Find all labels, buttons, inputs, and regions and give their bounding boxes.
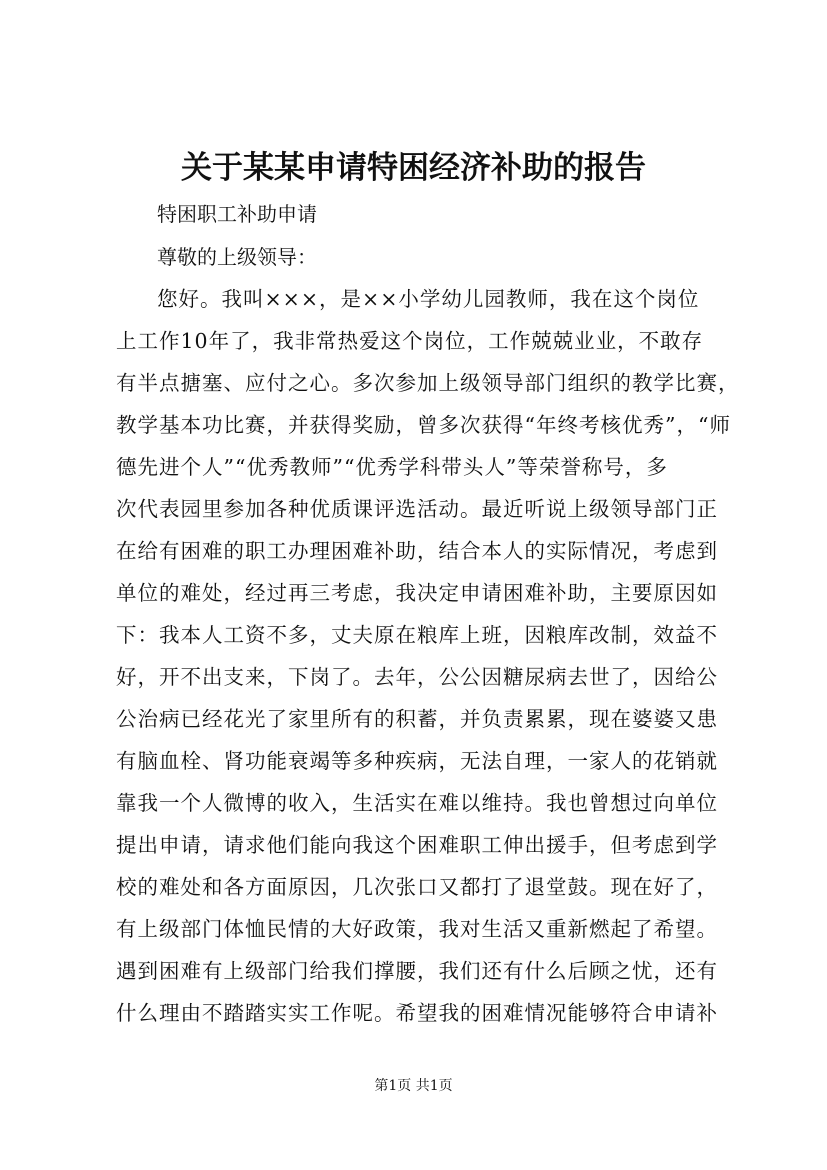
body-line: 下：我本人工资不多，丈夫原在粮库上班，因粮库改制，效益不 <box>116 623 718 647</box>
body-line: 有脑血栓、肾功能衰竭等多种疾病，无法自理，一家人的花销就 <box>116 749 718 773</box>
body-line: 提出申请，请求他们能向我这个困难职工伸出援手，但考虑到学 <box>116 833 718 857</box>
body-line: 教学基本功比赛，并获得奖励，曾多次获得“年终考核优秀”，“师 <box>116 413 731 437</box>
body-line: 德先进个人”“优秀教师”“优秀学科带头人”等荣誉称号，多 <box>116 455 668 479</box>
page-footer: 第1页 共1页 <box>374 1078 453 1094</box>
body-line: 您好。我叫×××，是××小学幼儿园教师，我在这个岗位 <box>157 287 700 311</box>
body-line: 单位的难处，经过再三考虑，我决定申请困难补助，主要原因如 <box>116 581 718 605</box>
body-line: 有上级部门体恤民情的大好政策，我对生活又重新燃起了希望。 <box>116 917 718 941</box>
body-line: 在给有困难的职工办理困难补助，结合本人的实际情况，考虑到 <box>116 539 718 563</box>
body-line: 有半点搪塞、应付之心。多次参加上级领导部门组织的教学比赛， <box>116 371 740 395</box>
body-line: 校的难处和各方面原因，几次张口又都打了退堂鼓。现在好了， <box>116 875 718 899</box>
body-line: 上工作10年了，我非常热爱这个岗位，工作兢兢业业，不敢存 <box>116 329 704 353</box>
body-line: 次代表园里参加各种优质课评选活动。最近听说上级领导部门正 <box>116 497 718 521</box>
document-title: 关于某某申请特困经济补助的报告 <box>181 150 646 186</box>
body-line: 好，开不出支来，下岗了。去年，公公因糖尿病去世了，因给公 <box>116 665 718 689</box>
body-line: 靠我一个人微博的收入，生活实在难以维持。我也曾想过向单位 <box>116 791 718 815</box>
salutation: 尊敬的上级领导： <box>157 245 317 269</box>
body-line: 公治病已经花光了家里所有的积蓄，并负责累累，现在婆婆又患 <box>116 707 718 731</box>
body-line: 什么理由不踏踏实实工作呢。希望我的困难情况能够符合申请补 <box>116 1001 718 1025</box>
body-line: 遇到困难有上级部门给我们撑腰，我们还有什么后顾之忧，还有 <box>116 959 718 983</box>
document-subtitle: 特困职工补助申请 <box>157 202 317 226</box>
